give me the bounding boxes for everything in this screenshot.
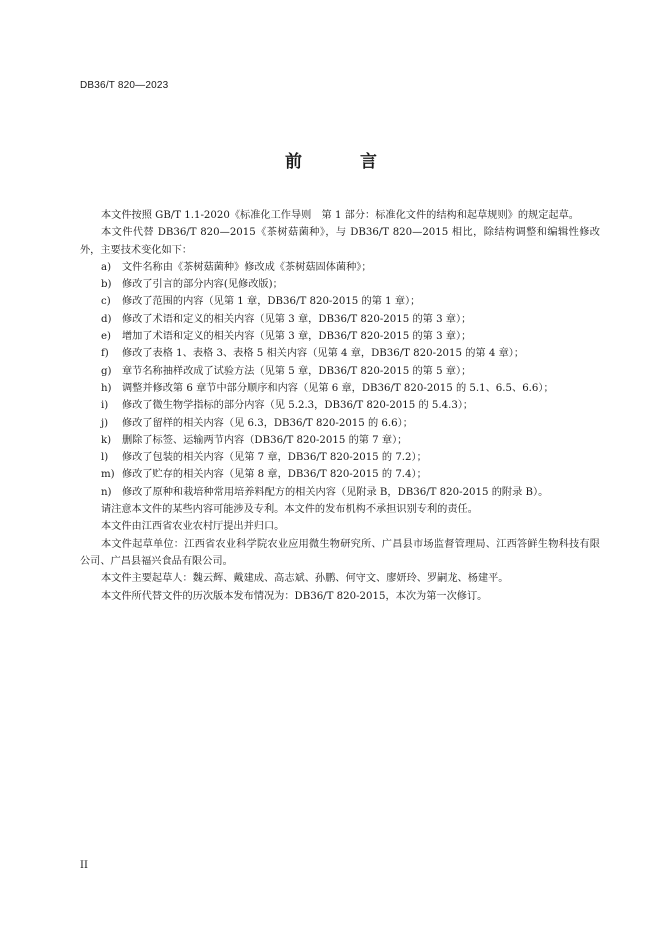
list-marker: b) [101, 279, 112, 291]
list-item [80, 432, 600, 449]
list-text: 调整并修改第 6 章节中部分顺序和内容（见第 6 章，DB36/T 820-2015 的 5.1、6.5、6.6）； [122, 382, 554, 394]
list-item [80, 328, 600, 345]
list-item [80, 345, 600, 362]
foreword-body [80, 207, 600, 605]
list-text: 章节名称抽样改成了试验方法（见第 5 章，DB36/T 820-2015 的第 5 章）； [122, 365, 472, 377]
list-text: 修改了微生物学指标的部分内容（见 5.2.3，DB36/T 820-2015 的 5.4.3）； [122, 400, 474, 412]
list-marker: j) [101, 417, 109, 429]
list-item [80, 415, 600, 432]
list-text: 修改了表格 1、表格 3、表格 5 相关内容（见第 4 章，DB36/T 820-2015 的第 4 章）； [122, 348, 525, 360]
list-text: 删除了标签、运输两节内容（DB36/T 820-2015 的第 7 章）； [122, 434, 408, 446]
paragraph-replacement: 本文件代替 DB36/T 820—2015《茶树菇菌种》，与 DB36/T 820—2015 相比，除结构调整和编辑性修改外，主要技术变化如下： [80, 227, 600, 256]
list-marker: l) [101, 452, 109, 464]
document-code: DB36/T 820—2023 [80, 80, 169, 91]
list-item [80, 397, 600, 414]
list-text: 增加了术语和定义的相关内容（见第 3 章，DB36/T 820-2015 的第 3 章）； [122, 331, 472, 343]
list-marker: a) [101, 261, 112, 273]
list-marker: e) [101, 331, 112, 343]
list-item [80, 466, 600, 483]
list-text: 修改了贮存的相关内容（见第 8 章，DB36/T 820-2015 的 7.4）； [122, 469, 427, 481]
list-item [80, 380, 600, 397]
page-number: II [80, 860, 88, 871]
list-item [80, 449, 600, 466]
paragraph-proposer: 本文件由江西省农业农村厅提出并归口。 [101, 521, 285, 533]
list-marker: g) [101, 365, 112, 377]
change-list [80, 259, 600, 501]
list-text: 修改了术语和定义的相关内容（见第 3 章，DB36/T 820-2015 的第 3 章）； [122, 313, 472, 325]
list-item [80, 259, 600, 276]
list-item [80, 293, 600, 310]
list-marker: m) [101, 469, 115, 481]
list-item [80, 276, 600, 293]
paragraph-version-history: 本文件所代替文件的历次版本发布情况为：DB36/T 820-2015，本次为第一次修订。 [101, 590, 488, 602]
paragraph-drafters: 本文件主要起草人：魏云辉、戴建成、高志斌、孙鹏、何守文、廖妍玲、罗嗣龙、杨建平。 [101, 573, 509, 585]
list-marker: i) [101, 400, 109, 412]
list-item [80, 484, 600, 501]
list-item [80, 311, 600, 328]
list-marker: d) [101, 313, 112, 325]
list-text: 修改了包装的相关内容（见第 7 章，DB36/T 820-2015 的 7.2）； [122, 452, 427, 464]
list-marker: h) [101, 382, 112, 394]
list-text: 修改了范围的内容（见第 1 章，DB36/T 820-2015 的第 1 章）； [122, 296, 421, 308]
list-text: 修改了留样的相关内容（见 6.3，DB36/T 820-2015 的 6.6）； [122, 417, 413, 429]
list-marker: n) [101, 486, 112, 498]
list-text: 修改了引言的部分内容(见修改版)； [122, 279, 283, 291]
list-item [80, 363, 600, 380]
list-marker: c) [101, 296, 111, 308]
paragraph-drafting-rule: 本文件按照 GB/T 1.1-2020《标准化工作导则 第 1 部分：标准化文件的结构和起草规则》的规定起草。 [101, 210, 579, 221]
list-marker: f) [101, 348, 109, 360]
paragraph-patent-notice: 请注意本文件的某些内容可能涉及专利。本文件的发布机构不承担识别专利的责任。 [101, 504, 478, 516]
list-text: 修改了原种和栽培种常用培养料配方的相关内容（见附录 B，DB36/T 820-2015 的附录 B）。 [122, 486, 549, 498]
list-text: 文件名称由《茶树菇菌种》修改成《茶树菇固体菌种》； [122, 261, 372, 273]
paragraph-drafting-units: 本文件起草单位：江西省农业科学院农业应用微生物研究所、广昌县市场监督管理局、江西答鲜生物科技有限公司、广昌县福兴食品有限公司。 [80, 538, 600, 567]
page-title: 前 言 [285, 152, 403, 172]
list-marker: k) [101, 434, 112, 446]
